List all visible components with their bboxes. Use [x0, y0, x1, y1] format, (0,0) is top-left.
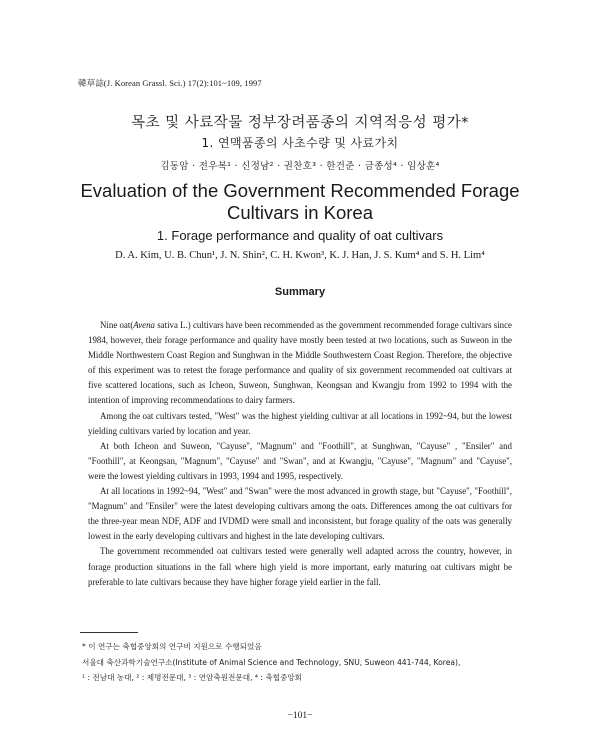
summary-body — [88, 318, 512, 590]
summary-paragraph-2: Among the oat cultivars tested, "West" was the highest yielding cultivar at all locations in 1992~94, but the lowest yielding cultivars varied by location and year. — [88, 410, 512, 436]
english-authors: D. A. Kim, U. B. Chun¹, J. N. Shin², C. H. Kwon³, K. J. Han, J. S. Kum⁴ and S. H. Lim⁴ — [115, 250, 485, 261]
para1-italic-genus: Avena — [133, 320, 155, 330]
english-subtitle: 1. Forage performance and quality of oat cultivars — [156, 228, 444, 243]
english-title-line2: Cultivars in Korea — [226, 202, 373, 223]
para1-rest: sativa L.) cultivars have been recommended as the government recommended forage cultivars since 1984, however, their forage performance and quality have mostly been tested at two locations, such as Suweon in the Middle Northwestern Coast Region and Sunghwan in the Middle Southwestern Coast Region. Therefore, the objective of this experiment was to retest the forage performance and quality of six government recommended oat cultivars at five scattered locations, such as Icheon, Suweon, Sunghwan, Keongsan and Kwangju from 1992 to 1994 with the intention of improving recommendations to dairy farmers. — [88, 320, 512, 406]
page-number: −101− — [287, 711, 313, 721]
summary-paragraph-3: At both Icheon and Suweon, "Cayuse", "Magnum" and "Foothill", at Sunghwan, "Cayuse" , "Ensiler" and "Foothill", at Keongsan, "Magnum", "Cayuse" and "Swan", and at Kwangju, "Cayuse", "Magnum" and "Cayuse", were the lowest yielding cultivars in 1993, 1994 and 1995, respectively. — [88, 440, 512, 481]
footnote-divider — [80, 632, 138, 633]
korean-authors: 김동암 · 전우복¹ · 신정남² · 권찬호³ · 한건준 · 금종성⁴ · 임상훈⁴ — [160, 161, 440, 172]
korean-subtitle: 1. 연맥품종의 사초수량 및 사료가치 — [201, 136, 399, 150]
summary-heading: Summary — [274, 286, 326, 298]
journal-reference: 韓草誌(J. Korean Grassl. Sci.) 17(2):101~109, 1997 — [78, 78, 262, 88]
footnote-author-affiliations: ¹ : 전남대 농대, ² : 제명전문대, ³ : 연암축원전문대, ⁴ : 축협중앙회 — [82, 673, 302, 682]
para1-lead: Nine oat( — [100, 320, 134, 330]
footnote-affiliation: 서울대 축산과학기술연구소(Institute of Animal Science and Technology, SNU, Suweon 441-744, Korea), — [82, 658, 461, 667]
english-title-line1: Evaluation of the Government Recommended Forage — [80, 180, 520, 201]
footnote-funding: * 이 연구는 축협중앙회의 연구비 지원으로 수행되었음 — [82, 642, 262, 651]
summary-paragraph-1 — [88, 318, 512, 409]
summary-paragraph-5: The government recommended oat cultivars tested were generally well adapted across the country, however, in forage production situations in the fall where high yield is more important, early maturing oat cultivars might be preferable to late cultivars because they have higher forage yield earlier in the fall. — [88, 546, 512, 587]
summary-paragraph-4: At all locations in 1992~94, "West" and "Swan" were the most advanced in growth stage, but "Cayuse", "Foothill", "Magnum" and "Ensiler" were the latest developing cultivars among the oats. Differences among the oat cultivars for the three-year mean NDF, ADF and IVDMD were small and inconsistent, but forage quality of the oats was generally lowest in the early developing cultivars and highest in the late developing cultivars. — [88, 486, 512, 542]
korean-title: 목초 및 사료작물 정부장려품종의 지역적응성 평가* — [131, 115, 469, 131]
